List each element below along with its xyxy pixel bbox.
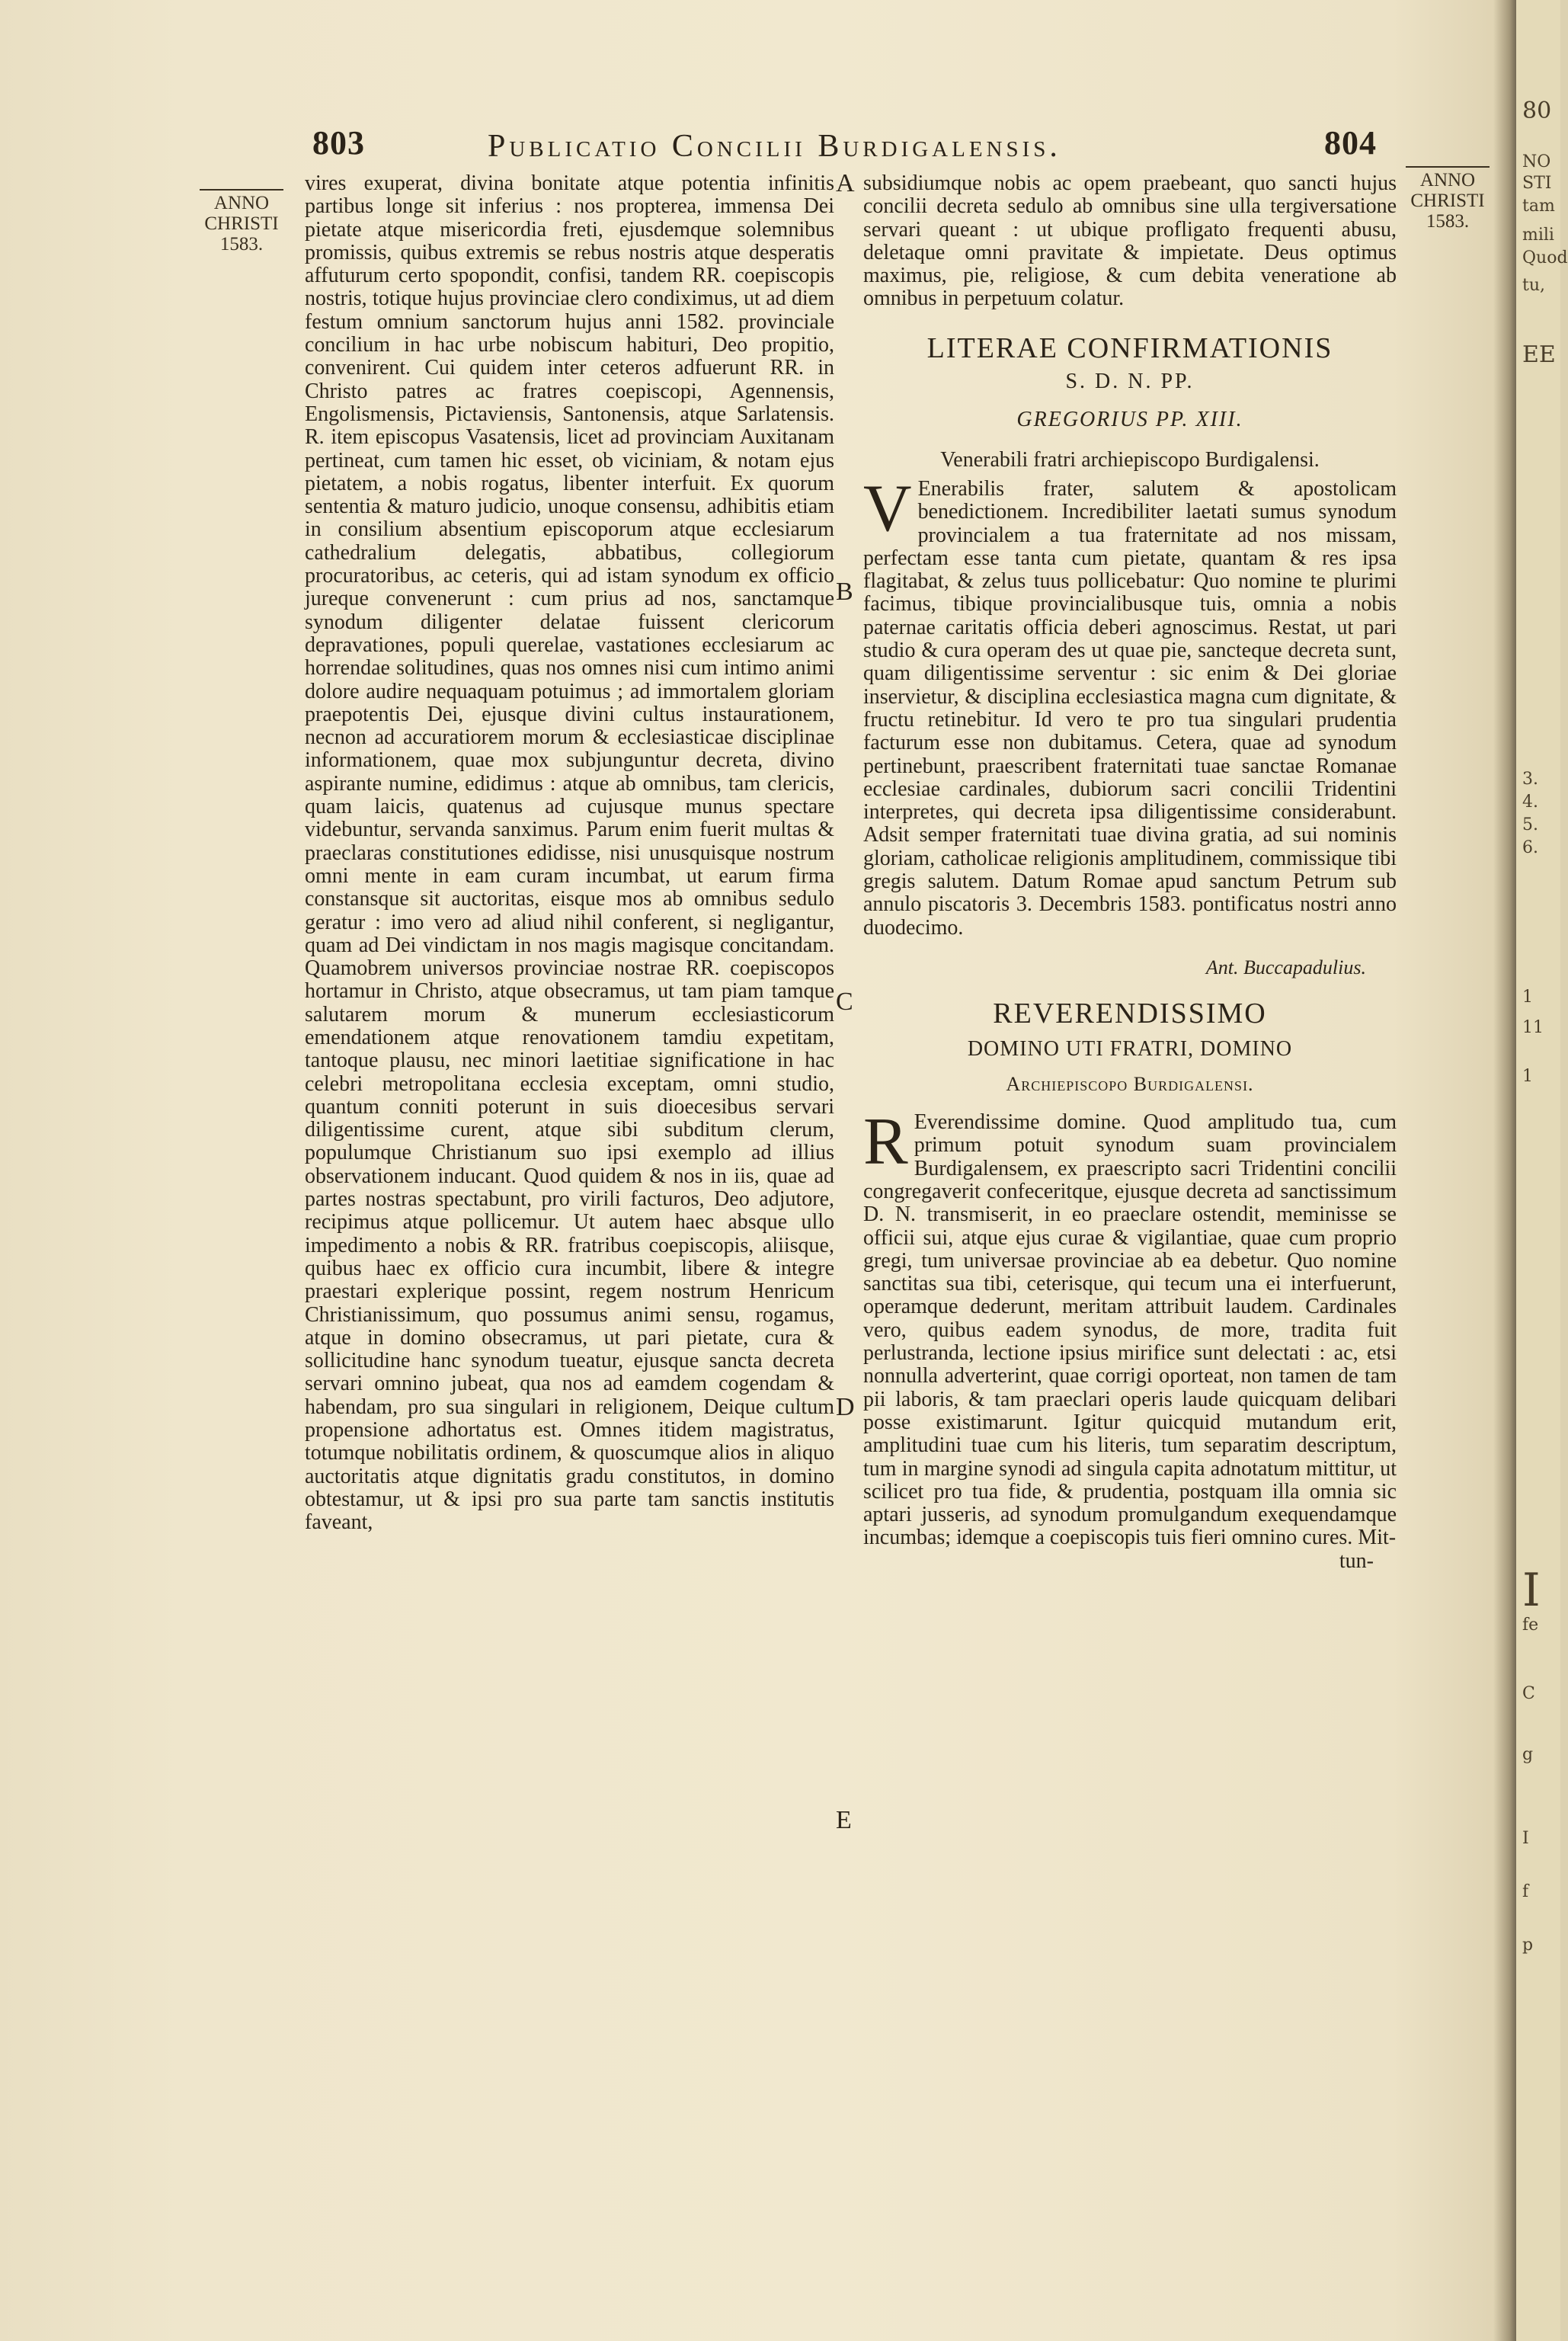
next-page-fragment: 5. — [1522, 815, 1538, 834]
year: 1583. — [1426, 211, 1470, 232]
section-marker-e: E — [836, 1806, 852, 1834]
left-column-text: vires exuperat, divina bonitate atque potentia infinitis partibus longe sit inferius : nos propterea, immensa Dei pietate atque misericordia freti, ejusdemque solemnibus promissis, quibus extremis se rebus nostris atque desperatis affuturum certo spopondit, confisi, tandem RR. coepiscopis nostris, totique hujus provinciae clero condiximus, ut ad diem festum omnium sanctorum hujus anni 1582. provinciale concilium in hac urbe nobiscum habituri, Deo propitio, convenirent. Cui quidem inter ceteros adfuerunt RR. in Christo patres ac fratres coepiscopi, Agennensis, Engolismensis, Pictaviensis, Santonensis, atque Sarlatensis. R. item episcopus Vasatensis, licet ad provinciam Auxitanam pertineat, cum tamen hic esset, ob viciniam, & notam ejus pietatem, a nobis rogatus, libenter interfuit. Ex quorum sententia & maturo judicio, unoque consensu, adhibitis etiam in consilium absentium episcoporum atque ecclesiarum cathedralium delegatis, abbatibus, collegiorum procuratoribus, ac ceteris, qui ad istam synodum ex officio jureque convenerunt : cum prius ad nos, sanctamque synodum diligenter delatae fuissent clericorum depravationes, populi querelae, vastationes ecclesiarum ac horrendae solitudines, quas nos omnes nisi cum intimo animi dolore audire nequaquam potuimus ; ad immortalem gloriam praepotentis Dei, ejusque divini cultus instaurationem, necnon ad accuratiorem morum & ecclesiasticae disciplinae informationem, quae mox subjunguntur decreta, divino aspirante numine, edidimus : atque ab omnibus, tam clericis, quam laicis, quatenus ad cujusque munus spectare videbuntur, servanda sanximus. Parum enim fuerit multas & praeclaras constitutiones edidisse, nisi unusquisque nostrum omni mente in eam curam incumbat, ut earum firma constansque sit auctoritas, eisque mos ab omnibus sedulo geratur : imo vero ad aliud nihil conferent, si negligantur, quam ad Dei vindictam in nos magis magisque concitandam. Quamobrem universos provinciae nostrae RR. coepiscopos hortamur in Christo, atque obsecramus, ut tam piam tamque salutarem morum & munerum ecclesiasticorum emendationem atque renovationem tamdiu expetitam, tantoque plausu, nec minori laetitiae significatione in hac celebri metropolitana ecclesia exceptam, omni studio, quantum conniti poterunt in suis dioecesibus servari diligentissime curent, atque sibi subditum clerum, populumque Christianum suo ipsi exemplo ad illius observationem inducant. Quod quidem & nos in iis, quae ad partes nostras spectabunt, pro virili facturos, Deo adjutore, recipimus atque pollicemur. Ut autem haec absque ullo impedimento a nobis & RR. fratribus coepiscopis, aliisque, quibus haec ex officio cura incumbit, libere & integre praestari explerique possint, regem nostrum Henricum Christianissimum, quo possumus animi sensu, rogamus, atque in domino obsecramus, ut pari pietate, cura & sollicitudine hanc synodum tueatur, ejusque sancta decreta servari omnino jubeat, qua nos ad eamdem cogendam & habendam, pro sua singulari in religionem, Deique cultum propensione adhortatus est. Omnes itidem magistratus, totumque nobilitatis ordinem, & quoscumque alios in aliquo auctoritatis atque dignitatis gradu constitutos, in domino obtestamur, ut & ipsi pro sua parte tam sanctis institutis faveant, — [305, 171, 834, 1535]
next-page-fragment: mili — [1522, 226, 1554, 245]
next-page-fragment: STI — [1522, 174, 1552, 193]
next-page-edge — [1516, 0, 1568, 2341]
next-page-fragment: 11 — [1522, 1018, 1544, 1037]
next-page-fragment: fe — [1522, 1616, 1539, 1635]
next-page-fragment: 4. — [1522, 793, 1538, 812]
left-page-number: 803 — [312, 124, 365, 162]
second-letter-title: REVERENDISSIMO — [993, 998, 1267, 1030]
next-page-fragment: tam — [1522, 197, 1555, 216]
second-letter-subtitle: DOMINO UTI FRATRI, DOMINO — [967, 1036, 1293, 1061]
section-marker-b: B — [836, 578, 853, 606]
anno-word: ANNO — [213, 193, 270, 213]
closing-paragraph: subsidiumque nobis ac opem praebeant, quo sancti hujus concilii decreta sedulo ab omnibus sine ulla tergiversatione servari queant : ut ubique profligato frequenti abusu, deletaque omni pravitate & impietate. Deus optimus maximus, pie, religiose, & cum debita veneratione ab omnibus in perpetuum colatur. — [863, 171, 1397, 311]
cardinals-letter-text: Everendissime domine. Quod amplitudo tua, cum primum potuit synodum suam provincialem Burdigalensem, ex praescripto sacri Tridentini concilii congregaverit confeceritque, ejusque decreta ad sanctissimum D. N. transmiserit, in eo praeclare ostendit, meminisse se officii sui, atque ejus curae & vigilantiae, quae cum proprio gregi, tum universae provinciae ab ea debetur. Quo nomine sanctitas sua tibi, ceterisque, qui tecum una ei interfuerunt, operamque dederunt, meritam attribuit laudem. Cardinales vero, quibus eadem synodus, de more, tradita fuit perlustranda, lectione ipsius mirifice sunt delectati : ac, etsi nonnulla adverterint, quae corrigi oporteat, non tamen de tam pii laboris, & tam praeclari operis laude quicquam delibari posse existimarunt. Igitur quicquid mutandum erit, amplitudini tuae cum his literis, tum separatim descriptum, tum in margine synodi ad singula capita adnotatum mittitur, ut scilicet pro tua fide, & prudentia, postquam illa omnia sic aptari jusseris, ad synodum promulgandum exequendamque incumbas; idemque a coepiscopis tuis fieri omnino cures. Mit- — [863, 1110, 1397, 1550]
right-margin-year-note — [1406, 166, 1490, 232]
next-page-fragment: g — [1522, 1745, 1534, 1764]
dropcap-r: R — [863, 1105, 908, 1180]
anno-word: ANNO — [1419, 170, 1476, 191]
section-marker-a: A — [836, 169, 855, 197]
letter-addressee: Venerabili fratri archiepiscopo Burdigalensi. — [940, 447, 1320, 472]
left-margin-year-note — [200, 189, 283, 255]
next-page-fragment: 1 — [1522, 1067, 1533, 1086]
left-column — [305, 172, 834, 1535]
next-page-fragment: 80 — [1522, 98, 1552, 124]
running-title: Publicatio Concilii Burdigalensis. — [488, 129, 1061, 164]
next-page-fragment: f — [1522, 1882, 1529, 1901]
pope-name: GREGORIUS PP. XIII. — [1016, 408, 1243, 432]
year: 1583. — [219, 234, 264, 255]
christi-word: CHRISTI — [1410, 191, 1485, 211]
cardinals-letter — [863, 1105, 1397, 1550]
christi-word: CHRISTI — [204, 213, 279, 234]
right-page-number: 804 — [1324, 124, 1377, 162]
dropcap-v: V — [863, 471, 912, 546]
catchword: tun- — [1339, 1548, 1374, 1573]
next-page-fragment: Quod — [1522, 248, 1568, 267]
gutter-shadow — [1493, 0, 1516, 2341]
papal-letter-text: Enerabilis frater, salutem & apostolicam benedictionem. Incredibiliter laetati sumus synodum provincialem a tua fraternitate ad nos missam, perfectam esse tanta cum pietate, quantam & res ipsa flagitabat, & zelus tuus pollicebatur: Quo nomine te plurimi facimus, tibique provincialibusque tuis, omnia a nobis paternae caritatis officia deberi agnoscimus. Restat, ut pari studio & cura operam des ut quae pie, sancteque decreta sunt, quam diligentissime serventur : sic enim & Dei gloriae inservietur, & disciplina ecclesiastica magna cum dignitate, & fructu retinebitur. Id vero te pro tua singulari prudentia facturum esse non dubitamus. Cetera, quae ad synodum pertinebunt, praescribent fraternitati tuae sanctae Romanae ecclesiae cardinales, dubiorum sacri concilii Tridentini interpretes, qui decreta ipsa diligentissime considerabunt. Adsit semper fraternitati tuae divina gratia, ad sui nominis gloriam, catholicae religionis amplitudinem, commissique tibi gregis salutem. Datum Romae apud sanctum Petrum sub annulo piscatoris 3. Decembris 1583. pontificatus nostri anno duodecimo. — [863, 476, 1397, 940]
section-marker-d: D — [836, 1393, 855, 1421]
right-column — [863, 172, 1397, 1573]
second-letter-addressee: Archiepiscopo Burdigalensi. — [1006, 1072, 1254, 1095]
next-page-fragment: I — [1522, 1829, 1529, 1848]
signature: Ant. Buccapadulius. — [1205, 956, 1366, 978]
page-header — [0, 123, 1512, 169]
section-marker-c: C — [836, 988, 853, 1016]
next-page-fragment: C — [1522, 1684, 1535, 1703]
margin-rule — [200, 189, 283, 191]
letter-title: LITERAE CONFIRMATIONIS — [926, 331, 1333, 364]
next-page-fragment: I — [1522, 1564, 1541, 1617]
letter-subtitle: S. D. N. PP. — [1065, 370, 1195, 394]
next-page-fragment: 1 — [1522, 988, 1533, 1007]
next-page-fragment: p — [1522, 1936, 1534, 1955]
margin-rule — [1406, 166, 1490, 168]
next-page-fragment: NO — [1522, 152, 1551, 171]
papal-letter — [863, 471, 1397, 940]
next-page-fragment: 3. — [1522, 770, 1538, 789]
next-page-fragment: 6. — [1522, 838, 1538, 857]
next-page-fragment: tu, — [1522, 276, 1546, 295]
next-page-fragment: EE — [1522, 341, 1556, 368]
